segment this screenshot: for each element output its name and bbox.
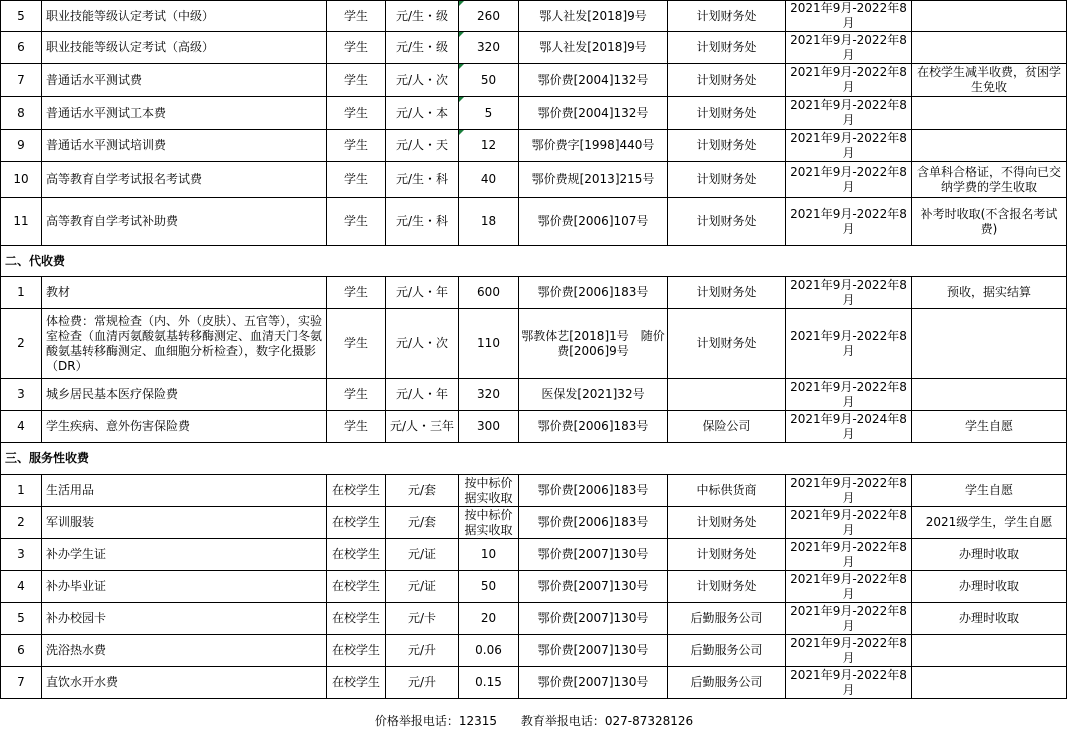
charge-target: 学生 <box>327 162 386 198</box>
row-number: 7 <box>1 64 42 97</box>
section-header-row <box>1 443 1067 475</box>
remark: 学生自愿 <box>912 475 1067 507</box>
charge-unit: 元/套 <box>386 507 459 539</box>
charge-target: 学生 <box>327 1 386 32</box>
approval-document: 鄂价费[2004]132号 <box>519 64 668 97</box>
remark: 学生自愿 <box>912 411 1067 443</box>
approval-document: 鄂价费[2007]130号 <box>519 571 668 603</box>
row-number: 8 <box>1 97 42 130</box>
charge-target: 学生 <box>327 97 386 130</box>
collecting-department: 计划财务处 <box>668 32 786 64</box>
row-number: 3 <box>1 379 42 411</box>
collecting-department: 计划财务处 <box>668 309 786 379</box>
charge-target: 学生 <box>327 277 386 309</box>
remark <box>912 635 1067 667</box>
education-report-phone: 教育举报电话：027-87328126 <box>520 714 694 728</box>
charge-standard: 600 <box>459 277 519 309</box>
charge-standard: 12 <box>459 130 519 162</box>
charge-unit: 元/证 <box>386 539 459 571</box>
charge-standard: 320 <box>459 379 519 411</box>
approval-document: 鄂价费规[2013]215号 <box>519 162 668 198</box>
charge-target: 在校学生 <box>327 507 386 539</box>
fee-item-name: 直饮水开水费 <box>42 667 327 699</box>
fee-item-name: 军训服装 <box>42 507 327 539</box>
collecting-department: 后勤服务公司 <box>668 667 786 699</box>
table-row <box>1 571 1067 603</box>
row-number: 3 <box>1 539 42 571</box>
approval-document: 鄂价费[2007]130号 <box>519 635 668 667</box>
report-footer <box>0 712 1068 729</box>
charge-unit: 元/人・次 <box>386 64 459 97</box>
approval-document: 鄂价费[2006]183号 <box>519 507 668 539</box>
charge-standard: 50 <box>459 571 519 603</box>
fee-item-name: 学生疾病、意外伤害保险费 <box>42 411 327 443</box>
charge-target: 学生 <box>327 411 386 443</box>
remark <box>912 379 1067 411</box>
charge-standard: 40 <box>459 162 519 198</box>
row-number: 1 <box>1 475 42 507</box>
charge-target: 学生 <box>327 198 386 246</box>
charge-target: 学生 <box>327 379 386 411</box>
table-row <box>1 507 1067 539</box>
table-row <box>1 130 1067 162</box>
charge-standard: 110 <box>459 309 519 379</box>
table-row <box>1 162 1067 198</box>
fee-item-name: 职业技能等级认定考试（中级） <box>42 1 327 32</box>
collecting-department: 计划财务处 <box>668 97 786 130</box>
remark: 在校学生减半收费，贫困学生免收 <box>912 64 1067 97</box>
table-row <box>1 277 1067 309</box>
collecting-department: 计划财务处 <box>668 277 786 309</box>
collecting-department: 后勤服务公司 <box>668 635 786 667</box>
fee-item-name: 普通话水平测试培训费 <box>42 130 327 162</box>
row-number: 9 <box>1 130 42 162</box>
collecting-department: 计划财务处 <box>668 162 786 198</box>
table-row <box>1 539 1067 571</box>
table-row <box>1 635 1067 667</box>
charge-period: 2021年9月-2024年8月 <box>786 411 912 443</box>
charge-standard: 按中标价据实收取 <box>459 507 519 539</box>
charge-period: 2021年9月-2022年8月 <box>786 309 912 379</box>
remark <box>912 32 1067 64</box>
charge-unit: 元/升 <box>386 667 459 699</box>
charge-target: 学生 <box>327 64 386 97</box>
charge-unit: 元/人・次 <box>386 309 459 379</box>
remark <box>912 130 1067 162</box>
section-title: 二、代收费 <box>1 246 1067 277</box>
charge-standard: 300 <box>459 411 519 443</box>
charge-unit: 元/人・三年 <box>386 411 459 443</box>
approval-document: 鄂价费[2004]132号 <box>519 97 668 130</box>
approval-document: 医保发[2021]32号 <box>519 379 668 411</box>
table-row <box>1 32 1067 64</box>
remark: 办理时收取 <box>912 571 1067 603</box>
collecting-department: 计划财务处 <box>668 130 786 162</box>
collecting-department: 保险公司 <box>668 411 786 443</box>
remark: 2021级学生，学生自愿 <box>912 507 1067 539</box>
charge-target: 在校学生 <box>327 635 386 667</box>
remark: 补考时收取(不含报名考试费) <box>912 198 1067 246</box>
charge-period: 2021年9月-2022年8月 <box>786 635 912 667</box>
remark <box>912 1 1067 32</box>
remark: 预收，据实结算 <box>912 277 1067 309</box>
table-row <box>1 667 1067 699</box>
price-report-phone: 价格举报电话：12315 <box>374 714 498 728</box>
collecting-department: 计划财务处 <box>668 198 786 246</box>
charge-period: 2021年9月-2022年8月 <box>786 198 912 246</box>
remark <box>912 309 1067 379</box>
fee-item-name: 洗浴热水费 <box>42 635 327 667</box>
charge-unit: 元/升 <box>386 635 459 667</box>
row-number: 1 <box>1 277 42 309</box>
charge-period: 2021年9月-2022年8月 <box>786 277 912 309</box>
collecting-department <box>668 379 786 411</box>
section-header-row <box>1 246 1067 277</box>
remark: 办理时收取 <box>912 603 1067 635</box>
charge-unit: 元/生・科 <box>386 162 459 198</box>
charge-unit: 元/人・年 <box>386 379 459 411</box>
approval-document: 鄂价费字[1998]440号 <box>519 130 668 162</box>
table-row <box>1 97 1067 130</box>
row-number: 2 <box>1 507 42 539</box>
row-number: 7 <box>1 667 42 699</box>
row-number: 6 <box>1 635 42 667</box>
charge-period: 2021年9月-2022年8月 <box>786 539 912 571</box>
charge-unit: 元/证 <box>386 571 459 603</box>
approval-document: 鄂教体艺[2018]1号 随价费[2006]9号 <box>519 309 668 379</box>
charge-standard: 10 <box>459 539 519 571</box>
collecting-department: 中标供货商 <box>668 475 786 507</box>
row-number: 5 <box>1 603 42 635</box>
section-title: 三、服务性收费 <box>1 443 1067 475</box>
fee-item-name: 职业技能等级认定考试（高级） <box>42 32 327 64</box>
charge-standard: 0.15 <box>459 667 519 699</box>
collecting-department: 计划财务处 <box>668 1 786 32</box>
remark: 办理时收取 <box>912 539 1067 571</box>
charge-unit: 元/人・年 <box>386 277 459 309</box>
fee-item-name: 教材 <box>42 277 327 309</box>
charge-standard: 260 <box>459 1 519 32</box>
remark <box>912 667 1067 699</box>
fee-item-name: 城乡居民基本医疗保险费 <box>42 379 327 411</box>
table-row <box>1 198 1067 246</box>
approval-document: 鄂人社发[2018]9号 <box>519 32 668 64</box>
fee-item-name: 补办毕业证 <box>42 571 327 603</box>
row-number: 6 <box>1 32 42 64</box>
charge-period: 2021年9月-2022年8月 <box>786 32 912 64</box>
fee-item-name: 普通话水平测试工本费 <box>42 97 327 130</box>
charge-target: 在校学生 <box>327 475 386 507</box>
charge-period: 2021年9月-2022年8月 <box>786 507 912 539</box>
row-number: 11 <box>1 198 42 246</box>
charge-standard: 50 <box>459 64 519 97</box>
remark <box>912 97 1067 130</box>
charge-target: 学生 <box>327 32 386 64</box>
collecting-department: 计划财务处 <box>668 507 786 539</box>
charge-target: 在校学生 <box>327 603 386 635</box>
fee-item-name: 体检费：常规检查（内、外（皮肤）、五官等），实验室检查（血清丙氨酸氨基转移酶测定、血清天门冬氨酸氨基转移酶测定、血细胞分析检查），数字化摄影（DR） <box>42 309 327 379</box>
charge-unit: 元/人・天 <box>386 130 459 162</box>
table-row <box>1 475 1067 507</box>
charge-standard: 18 <box>459 198 519 246</box>
approval-document: 鄂人社发[2018]9号 <box>519 1 668 32</box>
charge-unit: 元/套 <box>386 475 459 507</box>
approval-document: 鄂价费[2007]130号 <box>519 539 668 571</box>
charge-standard: 320 <box>459 32 519 64</box>
charge-standard: 0.06 <box>459 635 519 667</box>
charge-period: 2021年9月-2022年8月 <box>786 571 912 603</box>
fee-item-name: 高等教育自学考试报名考试费 <box>42 162 327 198</box>
charge-unit: 元/生・科 <box>386 198 459 246</box>
approval-document: 鄂价费[2006]183号 <box>519 411 668 443</box>
charge-target: 在校学生 <box>327 667 386 699</box>
charge-unit: 元/卡 <box>386 603 459 635</box>
table-row <box>1 379 1067 411</box>
fee-item-name: 补办校园卡 <box>42 603 327 635</box>
charge-period: 2021年9月-2022年8月 <box>786 667 912 699</box>
charge-target: 在校学生 <box>327 571 386 603</box>
approval-document: 鄂价费[2006]183号 <box>519 475 668 507</box>
approval-document: 鄂价费[2006]183号 <box>519 277 668 309</box>
charge-unit: 元/生・级 <box>386 32 459 64</box>
table-row <box>1 1 1067 32</box>
charge-target: 学生 <box>327 309 386 379</box>
row-number: 5 <box>1 1 42 32</box>
fee-item-name: 生活用品 <box>42 475 327 507</box>
table-row <box>1 309 1067 379</box>
fee-item-name: 高等教育自学考试补助费 <box>42 198 327 246</box>
fee-item-name: 补办学生证 <box>42 539 327 571</box>
charge-standard: 20 <box>459 603 519 635</box>
collecting-department: 后勤服务公司 <box>668 603 786 635</box>
charge-period: 2021年9月-2022年8月 <box>786 603 912 635</box>
charge-period: 2021年9月-2022年8月 <box>786 379 912 411</box>
charge-standard: 按中标价据实收取 <box>459 475 519 507</box>
fee-item-name: 普通话水平测试费 <box>42 64 327 97</box>
charge-period: 2021年9月-2022年8月 <box>786 162 912 198</box>
table-row <box>1 603 1067 635</box>
approval-document: 鄂价费[2007]130号 <box>519 667 668 699</box>
collecting-department: 计划财务处 <box>668 539 786 571</box>
row-number: 4 <box>1 411 42 443</box>
charge-period: 2021年9月-2022年8月 <box>786 64 912 97</box>
charge-standard: 5 <box>459 97 519 130</box>
charge-unit: 元/人・本 <box>386 97 459 130</box>
charge-period: 2021年9月-2022年8月 <box>786 1 912 32</box>
collecting-department: 计划财务处 <box>668 571 786 603</box>
charge-unit: 元/生・级 <box>386 1 459 32</box>
remark: 含单科合格证，不得向已交纳学费的学生收取 <box>912 162 1067 198</box>
charge-period: 2021年9月-2022年8月 <box>786 130 912 162</box>
approval-document: 鄂价费[2006]107号 <box>519 198 668 246</box>
charge-target: 学生 <box>327 130 386 162</box>
approval-document: 鄂价费[2007]130号 <box>519 603 668 635</box>
charge-target: 在校学生 <box>327 539 386 571</box>
table-row <box>1 411 1067 443</box>
collecting-department: 计划财务处 <box>668 64 786 97</box>
charge-period: 2021年9月-2022年8月 <box>786 97 912 130</box>
row-number: 2 <box>1 309 42 379</box>
row-number: 4 <box>1 571 42 603</box>
table-row <box>1 64 1067 97</box>
charge-period: 2021年9月-2022年8月 <box>786 475 912 507</box>
row-number: 10 <box>1 162 42 198</box>
